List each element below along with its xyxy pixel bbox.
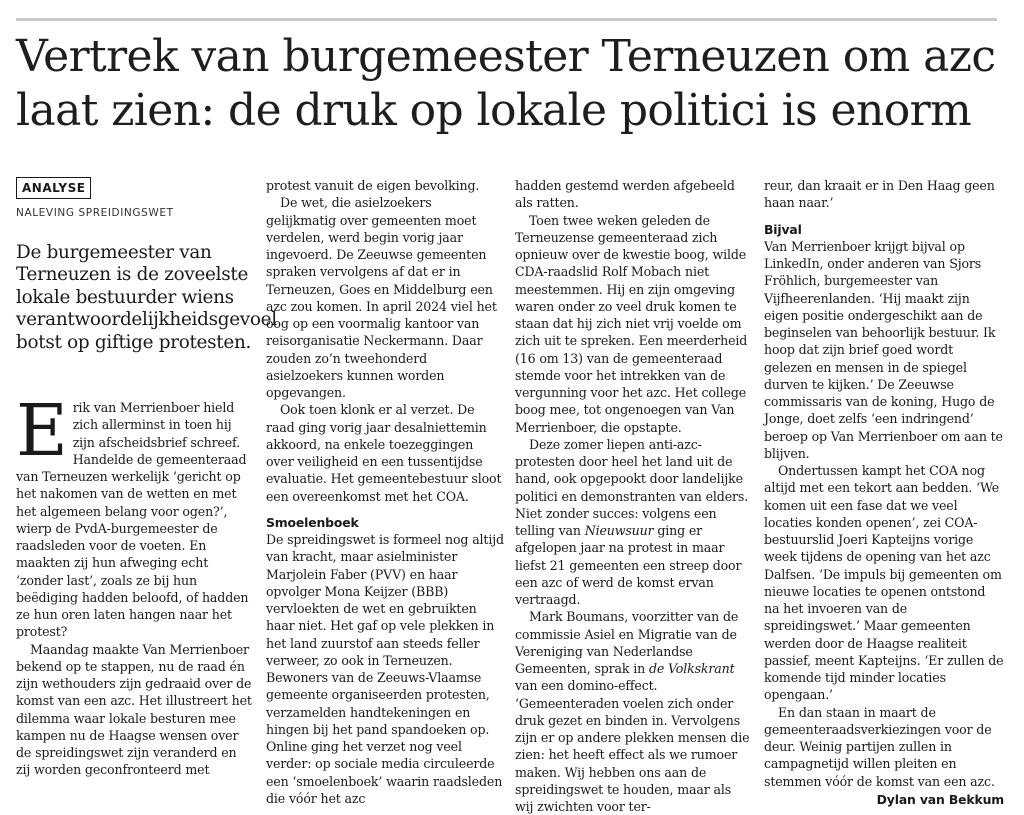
column-1 (16, 177, 277, 779)
article-headline: Vertrek van burgemeester Terneuzen om azc laat zien: de druk op lokale politici is enorm (16, 31, 996, 136)
kicker: NALEVING SPREIDINGSWET (16, 207, 174, 220)
paragraph: hadden gestemd werden afgebeeld als ratten. (515, 178, 735, 211)
byline: Dylan van Bekkum (876, 791, 1004, 807)
publication-name: de Volkskrant (648, 661, 735, 676)
paragraph (515, 436, 753, 609)
subheading: Bijval (764, 221, 802, 237)
paragraph: Maandag maakte Van Merrienboer bekend op te stappen, nu de raad én zijn wethouders zijn gedraaid over de komst van een azc. Het illustreert het dilemma waar lokale besturen mee kampen nu de Haagse wensen over de spreidingswet zijn veranderd en zij worden geconfronteerd met (16, 641, 252, 778)
paragraph: Toen twee weken geleden de Terneuzense gemeenteraad zich opnieuw over de kwestie boog, wilde CDA-raadslid Rolf Mobach niet meestemmen. Hij en zijn omgeving waren onder zo veel druk komen te staan dat hij zich niet vrij voelde om zich uit te spreken. Een meerderheid (16 om 13) van de gemeenteraad stemde voor het intrekken van de vergunning voor het azc. Het college boog mee, tot ongenoegen van Van Merrienboer, die opstapte. (515, 212, 748, 435)
paragraph: En dan staan in maart de gemeenteraadsverkiezingen voor de deur. Weinig partijen zullen in campagnetijd willen pleiten en stemmen vóór de komst van een azc. (764, 704, 995, 789)
text-run: Mark Boumans, voorzitter van de commissie Asiel en Migratie van de Vereniging van Nederlandse Gemeenten, sprak in (515, 609, 739, 676)
text-run: Deze zomer liepen anti-azc-protesten door heel het land uit de hand, ook opgepookt door landelijke politici en demonstranten van elders. Niet zonder succes: volgens een telling van (515, 436, 749, 538)
paragraph (515, 608, 753, 815)
publication-name: Nieuwsuur (584, 523, 654, 538)
subheading: Smoelenboek (266, 514, 359, 530)
paragraph: reur, dan kraait er in Den Haag geen haan naar.’ (764, 178, 995, 211)
top-rule (16, 18, 997, 21)
paragraph: rik van Merrienboer hield zich allerminst in toen hij zijn afscheidsbrief schreef. Handelde de gemeenteraad van Terneuzen werkelijk ‘gericht op het nakomen van de wetten en met het algemeen belang voor ogen?’, wierp de PvdA-burgemeester de raadsleden voor de voeten. En maakten zij hun afweging echt ‘zonder last’, zoals ze bij hun beëdiging hadden beloofd, of hadden ze hun oren laten hangen naar het protest? (16, 400, 249, 640)
body-text (16, 389, 252, 779)
text-run: ging er afgelopen jaar na protest in maar liefst 21 gemeenten een streep door een azc of werd de komst ervan vertraagd. (515, 523, 742, 607)
column-3 (515, 177, 753, 815)
paragraph: Ook toen klonk er al verzet. De raad ging vorig jaar desalniettemin akkoord, na enkele toezeggingen over veiligheid en een tussentijdse evaluatie. Het gemeentebestuur sloot een overeenkomst met het COA. (266, 402, 502, 504)
drop-cap: E (16, 389, 68, 472)
text-run: van een domino-effect. ‘Gemeenteraden voelen zich onder druk gezet en binden in. Vervolgens zijn er op andere plekken mensen die zien: het heeft effect als we rumoer maken. Wij hebben ons aan de spreidingswet te houden, maar als wij zwichten voor ter- (515, 678, 750, 814)
paragraph: De spreidingswet is formeel nog altijd van kracht, maar asielminister Marjolein Faber (PVV) en haar opvolger Mona Keijzer (BBB) vervloekten de wet en gebruikten haar niet. Het gaf op vele plekken in het land zuurstof aan steeds feller verweer, zo ook in Terneuzen. Bewoners van de Zeeuws-Vlaamse gemeente organiseerden protesten, verzamelden handtekeningen en hingen bij het pand spandoeken op. Online ging het verzet nog veel verder: op sociale media circuleerde een ‘smoelenboek’ waarin raadsleden die vóór het azc (266, 532, 504, 806)
section-label: ANALYSE (16, 177, 91, 199)
paragraph: Ondertussen kampt het COA nog altijd met een tekort aan bedden. ‘We komen uit een fase dat we veel locaties konden openen’, zei COA-bestuurslid Joeri Kapteijns vorige week tijdens de opening van het azc Dalfsen. ‘De impuls bij gemeenten om nieuwe locaties te openen ontstond na het invoeren van de spreidingswet.’ Maar gemeenten werden door de Haagse realiteit passief, meent Kapteijns. ‘Er zullen de komende tijd minder locaties opengaan.’ (764, 463, 1004, 703)
paragraph: Van Merrienboer krijgt bijval op LinkedIn, onder anderen van Sjors Fröhlich, burgemeester van Vijfheerenlanden. ‘Hij maakt zijn eigen positie ondergeschikt aan de beginselen van behoorlijk bestuur. Ik hoop dat zijn brief goed wordt gelezen en mensen in de spiegel durven te kijken.’ De Zeeuwse commissaris van de koning, Hugo de Jonge, doet zelfs ‘een indringend’ beroep op Van Merrienboer om aan te blijven. (764, 238, 1003, 461)
paragraph: De wet, die asielzoekers gelijkmatig over gemeenten moet verdelen, werd begin vorig jaar ingevoerd. De Zeeuwse gemeenten spraken vervolgens af dat er in Terneuzen, Goes en Middelburg een azc zou komen. In april 2024 viel het oog op een voormalig kantoor van reisorganisatie Neckermann. Daar zouden zo’n tweehonderd asielzoekers kunnen worden opgevangen. (266, 195, 497, 400)
column-4 (764, 177, 1004, 808)
column-2 (266, 177, 504, 807)
article-lead: De burgemeester van Terneuzen is de zoveelste lokale bestuurder wiens verantwoordelijkheidsgevoel botst op giftige protesten. (16, 241, 277, 353)
paragraph: protest vanuit de eigen bevolking. (266, 178, 480, 193)
